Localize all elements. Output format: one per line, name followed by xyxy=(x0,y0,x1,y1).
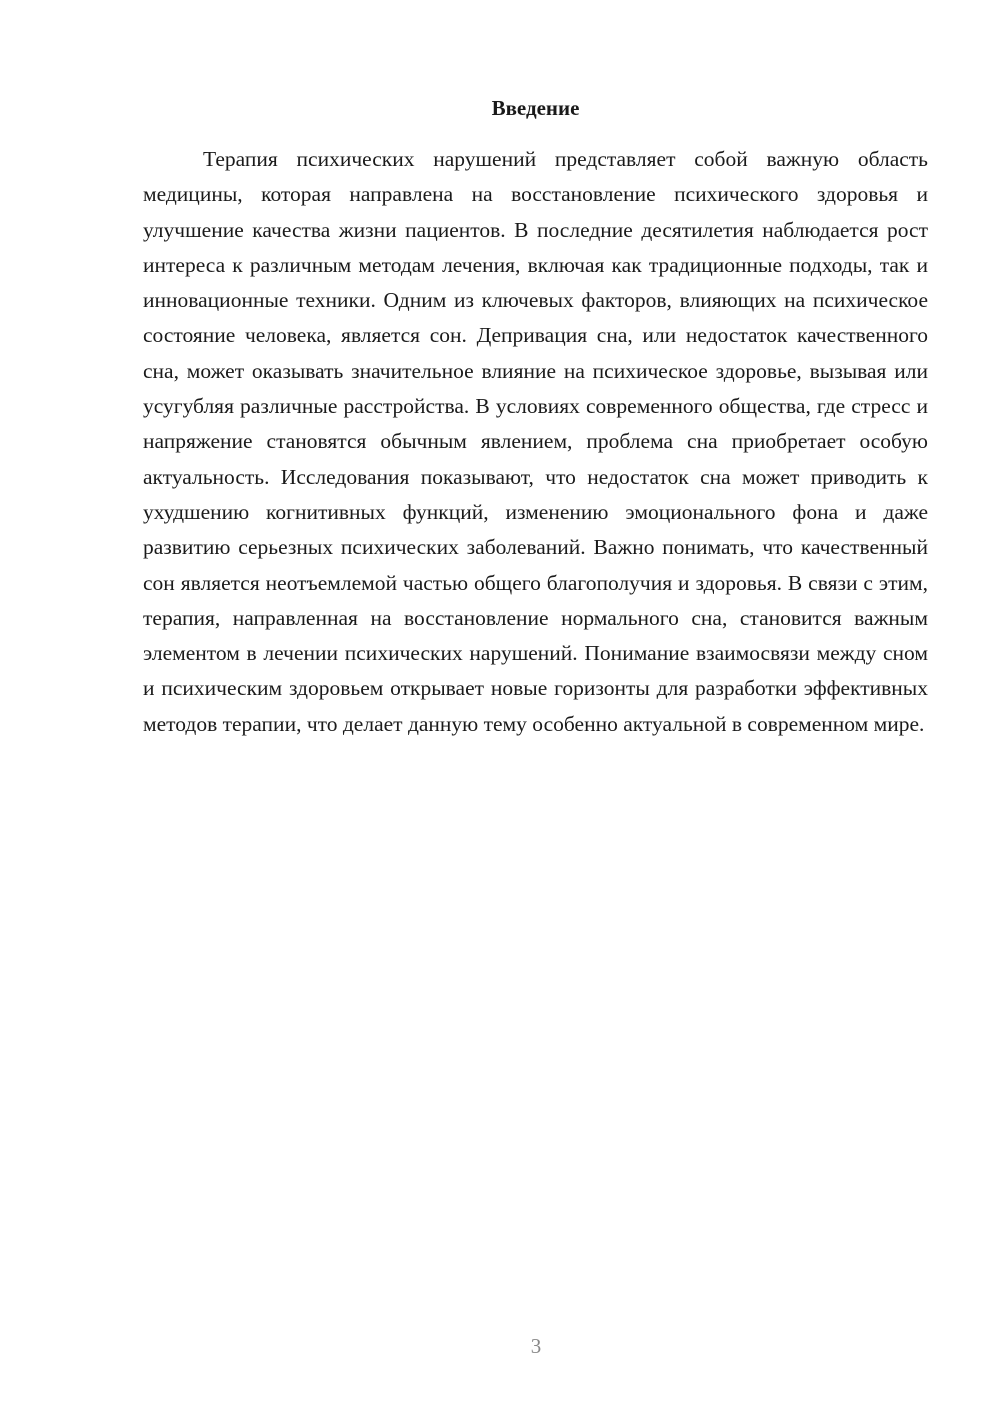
body-paragraph: Терапия психических нарушений представляет собой важную область медицины, которая направлена на восстановление психического здоровья и улучшение качества жизни пациентов. В последние десятилетия наблюдается рост интереса к различным методам лечения, включая как традиционные подходы, так и инновационные техники. Одним из ключевых факторов, влияющих на психическое состояние человека, является сон. Депривация сна, или недостаток качественного сна, может оказывать значительное влияние на психическое здоровье, вызывая или усугубляя различные расстройства. В условиях современного общества, где стресс и напряжение становятся обычным явлением, проблема сна приобретает особую актуальность. Исследования показывают, что недостаток сна может приводить к ухудшению когнитивных функций, изменению эмоционального фона и даже развитию серьезных психических заболеваний. Важно понимать, что качественный сон является неотъемлемой частью общего благополучия и здоровья. В связи с этим, терапия, направленная на восстановление нормального сна, становится важным элементом в лечении психических нарушений. Понимание взаимосвязи между сном и психическим здоровьем открывает новые горизонты для разработки эффективных методов терапии, что делает данную тему особенно актуальной в современном мире. xyxy=(143,147,928,736)
section-heading: Введение xyxy=(491,96,580,120)
page-number: 3 xyxy=(530,1334,542,1358)
